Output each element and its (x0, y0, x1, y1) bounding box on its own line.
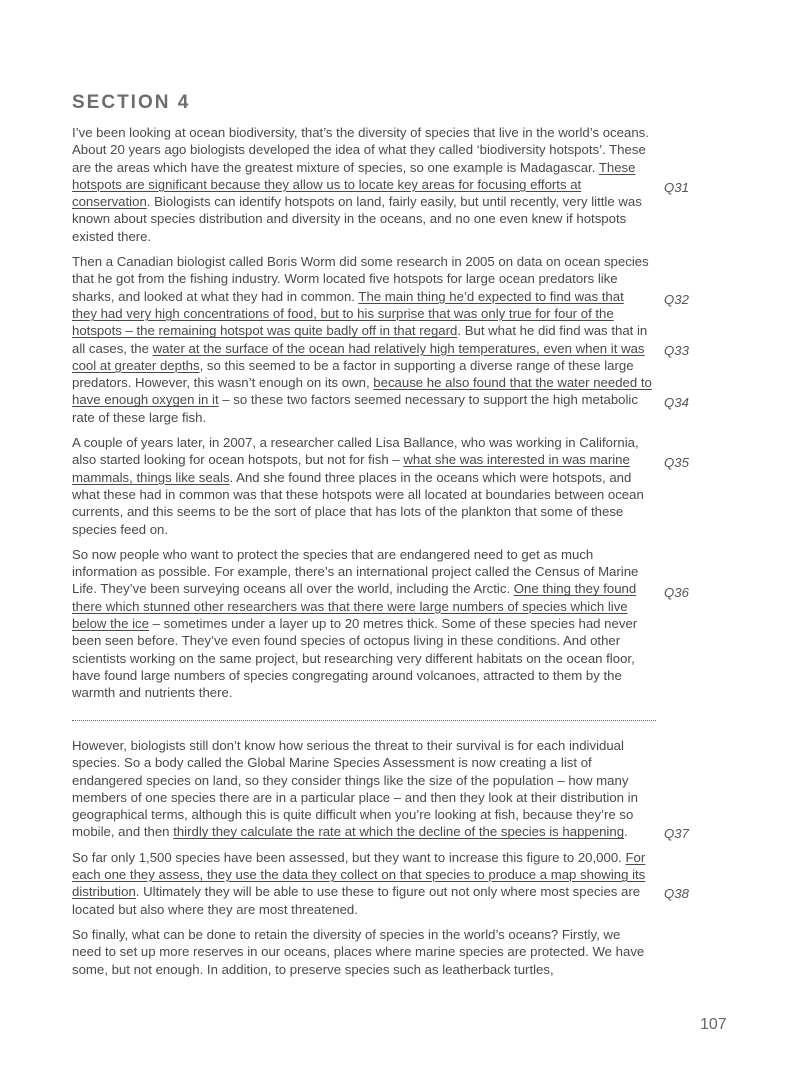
paragraph-text: – so these two factors seemed necessary to support the high metabolic rate of these large fish. (72, 392, 638, 425)
transcript-paragraph (72, 434, 652, 538)
question-label-q34: Q34 (664, 395, 689, 410)
transcript-paragraph (72, 124, 652, 245)
transcript-bottom (72, 737, 652, 986)
paragraph-text: Then a Canadian biologist called Boris Worm did some research in 2005 on data on ocean species that he got from the fishing industry. Worm located five hotspots for large ocean predators like sharks, and looked at what they had in common. (72, 254, 649, 304)
transcript-paragraph (72, 926, 652, 978)
underlined-answer-text: because he also found that the water needed to have enough oxygen in it (72, 375, 652, 408)
paragraph-text: So finally, what can be done to retain the diversity of species in the world’s oceans? Firstly, we need to set up more reserves in our oceans, places where marine species are protected. We have some, but not enough. In addition, to preserve species such as leatherback turtles, (72, 926, 645, 977)
underlined-answer-text: water at the surface of the ocean had relatively high temperatures, even when it was cool at greater depths (72, 340, 645, 373)
paragraph-text: So far only 1,500 species have been assessed, but they want to increase this figure to 20,000. (72, 849, 626, 865)
transcript-paragraph (72, 253, 652, 426)
underlined-answer-text: These hotspots are significant because they allow us to locate key areas for focusing efforts at conservation (72, 159, 636, 210)
paragraph-text: However, biologists still don’t know how serious the threat to their survival is for each individual species. So a body called the Global Marine Species Assessment is now creating a list of endangered species on land, so they consider things like the size of the population – how many members of one species there are in a particular place – and then they look at their distribution in geographical terms, although this is quite difficult when you’re looking at fish, because they’re so mobile, and then (72, 738, 638, 840)
question-label-q33: Q33 (664, 343, 689, 358)
question-label-q35: Q35 (664, 455, 689, 470)
paragraph-text: I’ve been looking at ocean biodiversity, that’s the diversity of species that live in the world’s oceans. About 20 years ago biologists developed the idea of what they called ‘biodiversity hotspots’. These are the areas which have the greatest mixture of species, so one example is Madagascar. (72, 125, 649, 175)
section-divider (72, 720, 656, 721)
underlined-answer-text: thirdly they calculate the rate at which the decline of the species is happening (173, 824, 625, 840)
paragraph-text: . (624, 824, 628, 840)
transcript-paragraph (72, 737, 652, 841)
paragraph-text: . But what he did find was that in all cases, the (72, 323, 648, 356)
question-label-q38: Q38 (664, 886, 689, 901)
paragraph-text: . Biologists can identify hotspots on land, fairly easily, but until recently, very little was known about species distribution and diversity in the oceans, and no one even knew if hotspots existed there. (72, 194, 642, 244)
transcript-top (72, 124, 652, 710)
paragraph-text: So now people who want to protect the species that are endangered need to get as much information as possible. For example, there’s an international project called the Census of Marine Life. They’ve been surveying oceans all over the world, including the Arctic. (72, 546, 639, 597)
question-label-q32: Q32 (664, 292, 689, 307)
underlined-answer-text: For each one they assess, they use the data they collect on that species to produce a map showing its distribution (72, 849, 646, 900)
transcript-paragraph (72, 546, 652, 702)
question-label-q31: Q31 (664, 180, 689, 195)
underlined-answer-text: what she was interested in was marine mammals, things like seals (72, 452, 630, 485)
paragraph-text: – sometimes under a layer up to 20 metres thick. Some of these species had never been seen before. They’ve even found species of octopus living in these conditions. And other scientists working on the same project, but researching very different habitats on the ocean floor, have found large numbers of species congregating around volcanoes, attracted to them by the warmth and nutrients there. (72, 616, 638, 701)
paragraph-text: A couple of years later, in 2007, a researcher called Lisa Ballance, who was working in California, also started looking for ocean hotspots, but not for fish – (72, 435, 639, 468)
transcript-paragraph (72, 849, 652, 918)
underlined-answer-text: One thing they found there which stunned other researchers was that there were large numbers of species which live below the ice (72, 581, 637, 632)
underlined-answer-text: The main thing he’d expected to find was that they had very high concentrations of food, but to his surprise that was only true for four of the hotspots – the remaining hotspot was quite badly off in that regard (72, 288, 624, 339)
page-number: 107 (700, 1016, 727, 1033)
paragraph-text: . Ultimately they will be able to use these to figure out not only where most species are located but also where they are most threatened. (72, 884, 641, 917)
paragraph-text: . And she found three places in the oceans which were hotspots, and what these had in common was that these hotspots were all located at boundaries between ocean currents, and this seems to be the sort of place that has lots of the plankton that some of these species feed on. (72, 469, 644, 537)
question-label-q36: Q36 (664, 585, 689, 600)
question-label-q37: Q37 (664, 826, 689, 841)
paragraph-text: , so this seemed to be a factor in supporting a diverse range of these large predators. However, this wasn’t enough on its own, (72, 357, 634, 391)
section-heading: SECTION 4 (72, 92, 191, 113)
